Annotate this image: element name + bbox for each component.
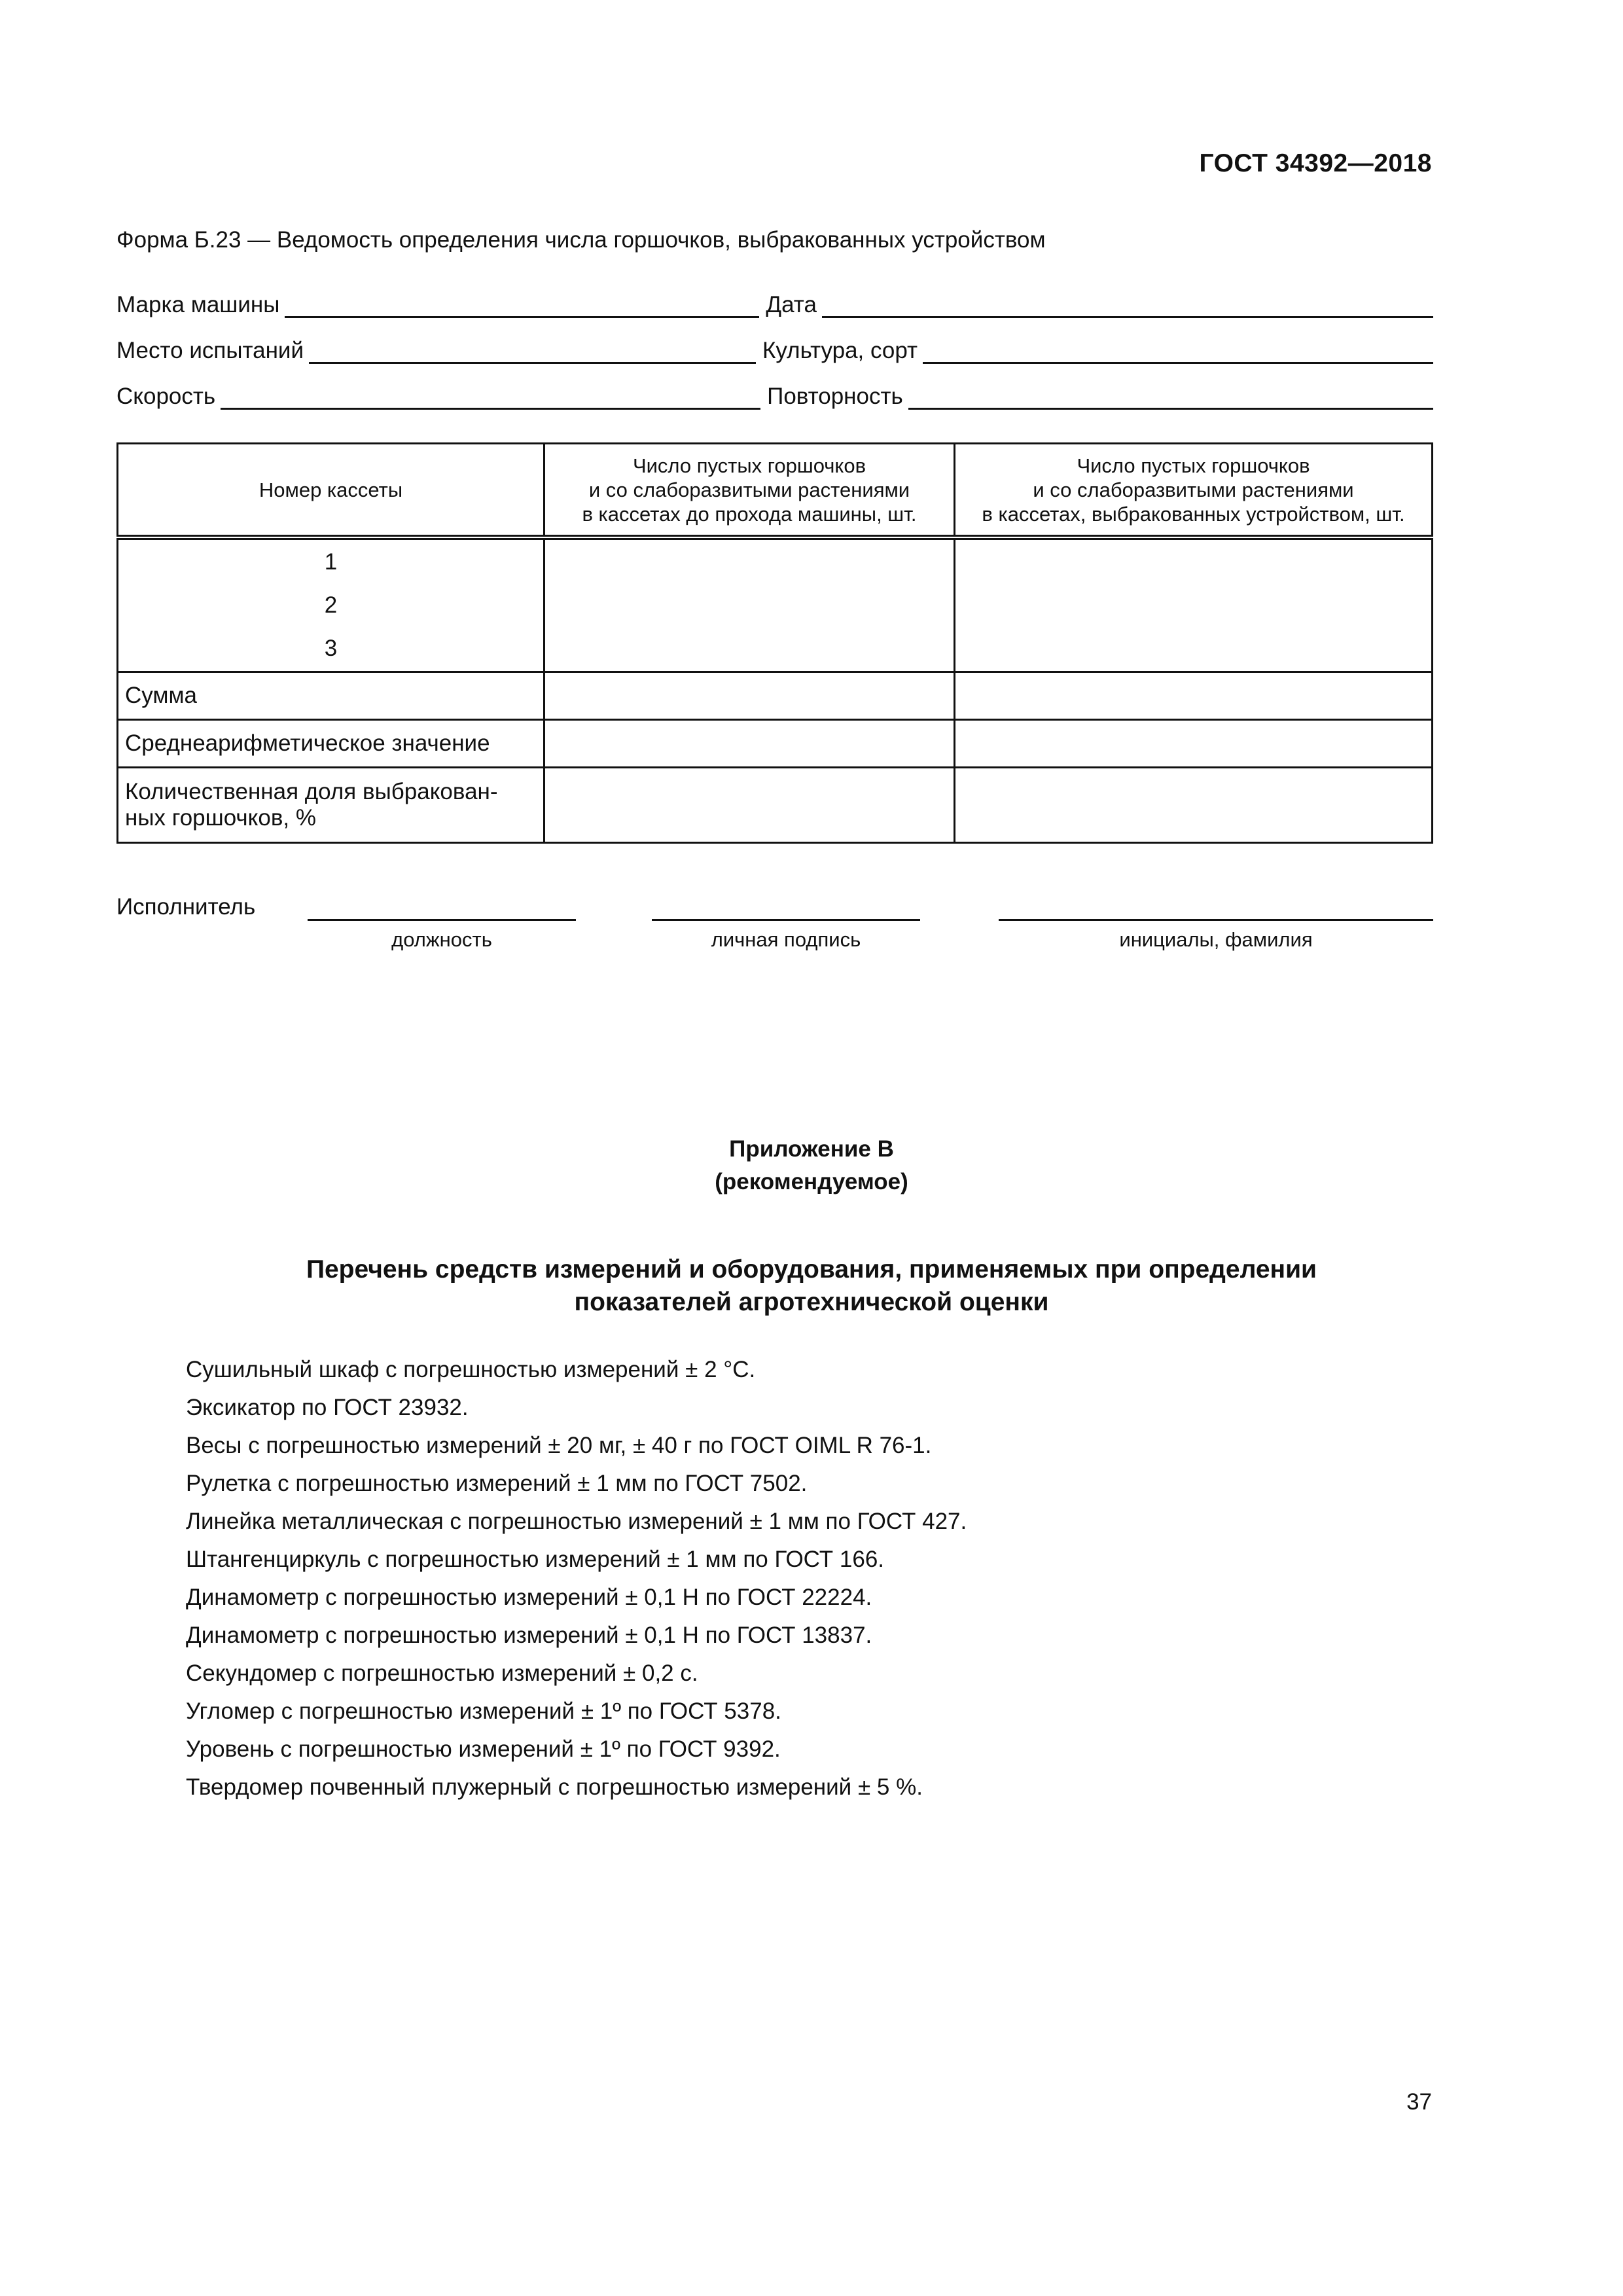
table-cell[interactable] (955, 720, 1433, 768)
row-label-share-line1: Количественная доля выбракован- (125, 779, 498, 804)
row-label-mean: Среднеарифметическое значение (118, 720, 544, 768)
list-item: Весы с погрешностью измерений ± 20 мг, ± 40 г по ГОСТ OIML R 76-1. (186, 1433, 932, 1458)
position-field[interactable] (308, 919, 576, 921)
list-item: Секундомер с погрешностью измерений ± 0,2 с. (186, 1660, 698, 1686)
crop-variety-field[interactable] (923, 338, 1433, 364)
form-title: Форма Б.23 — Ведомость определения числа горшочков, выбракованных устройством (116, 227, 1046, 253)
list-item: Эксикатор по ГОСТ 23932. (186, 1395, 469, 1420)
list-item: Рулетка с погрешностью измерений ± 1 мм по ГОСТ 7502. (186, 1471, 808, 1496)
culling-table (116, 442, 1433, 844)
table-row-share (118, 768, 1433, 843)
repetition-label: Повторность (767, 384, 903, 409)
form-row-speed (116, 377, 1433, 410)
table-row-sum (118, 672, 1433, 720)
table-header-row (118, 444, 1433, 538)
row-label-sum: Сумма (118, 672, 544, 720)
header-before-machine: Число пустых горшочков и со слаборазвитыми растениями в кассетах до прохода машины, шт. (544, 444, 955, 538)
table-cell[interactable] (544, 537, 955, 672)
speed-field[interactable] (221, 384, 760, 410)
cassette-number: 2 (324, 592, 338, 618)
cassette-number: 1 (324, 549, 338, 575)
list-item: Динамометр с погрешностью измерений ± 0,1 Н по ГОСТ 22224. (186, 1585, 872, 1610)
list-item: Твердомер почвенный плужерный с погрешностью измерений ± 5 %. (186, 1774, 923, 1800)
table-cell[interactable] (955, 672, 1433, 720)
signature-field[interactable] (652, 919, 920, 921)
appendix-heading-line1: Перечень средств измерений и оборудования, применяемых при определении (306, 1255, 1317, 1283)
row-label-share (118, 768, 544, 843)
name-field[interactable] (999, 919, 1433, 921)
cassette-number: 3 (324, 636, 338, 661)
header-cassette-number: Номер кассеты (118, 444, 544, 538)
crop-variety-label: Культура, сорт (762, 338, 918, 363)
table-cell[interactable] (544, 720, 955, 768)
machine-brand-label: Марка машины (116, 292, 280, 317)
appendix-subtitle: (рекомендуемое) (715, 1169, 908, 1194)
test-site-field[interactable] (309, 338, 756, 364)
repetition-field[interactable] (908, 384, 1433, 410)
form-row-machine (116, 285, 1433, 318)
table-cell[interactable] (544, 768, 955, 843)
test-site-label: Место испытаний (116, 338, 304, 363)
table-cell[interactable] (955, 537, 1433, 672)
list-item: Линейка металлическая с погрешностью измерений ± 1 мм по ГОСТ 427. (186, 1509, 967, 1534)
position-caption: должность (391, 928, 492, 951)
list-item: Угломер с погрешностью измерений ± 1º по ГОСТ 5378. (186, 1698, 781, 1724)
appendix-title: Приложение В (729, 1136, 894, 1162)
table-cell[interactable] (955, 768, 1433, 843)
page-number: 37 (1406, 2089, 1432, 2115)
name-caption: инициалы, фамилия (1119, 928, 1313, 951)
machine-brand-field[interactable] (285, 293, 759, 318)
list-item: Штангенциркуль с погрешностью измерений ± 1 мм по ГОСТ 166. (186, 1547, 885, 1572)
executor-label: Исполнитель (116, 894, 256, 920)
speed-label: Скорость (116, 384, 216, 409)
list-item: Сушильный шкаф с погрешностью измерений ± 2 °С. (186, 1357, 756, 1382)
list-item: Динамометр с погрешностью измерений ± 0,1 Н по ГОСТ 13837. (186, 1623, 872, 1648)
row-label-share-line2: ных горшочков, % (125, 805, 316, 831)
table-row-mean (118, 720, 1433, 768)
signature-caption: личная подпись (711, 928, 861, 951)
date-field[interactable] (822, 293, 1433, 318)
form-row-site (116, 331, 1433, 364)
cassette-numbers-cell (118, 537, 544, 672)
table-cell[interactable] (544, 672, 955, 720)
standard-number: ГОСТ 34392—2018 (1199, 149, 1432, 177)
appendix-heading-line2: показателей агротехнической оценки (574, 1288, 1049, 1316)
list-item: Уровень с погрешностью измерений ± 1º по ГОСТ 9392. (186, 1736, 781, 1762)
equipment-list (186, 1351, 967, 1806)
table-row-cassettes (118, 537, 1433, 672)
header-culled-by-device: Число пустых горшочков и со слаборазвитыми растениями в кассетах, выбракованных устройством, шт. (955, 444, 1433, 538)
date-label: Дата (766, 292, 817, 317)
